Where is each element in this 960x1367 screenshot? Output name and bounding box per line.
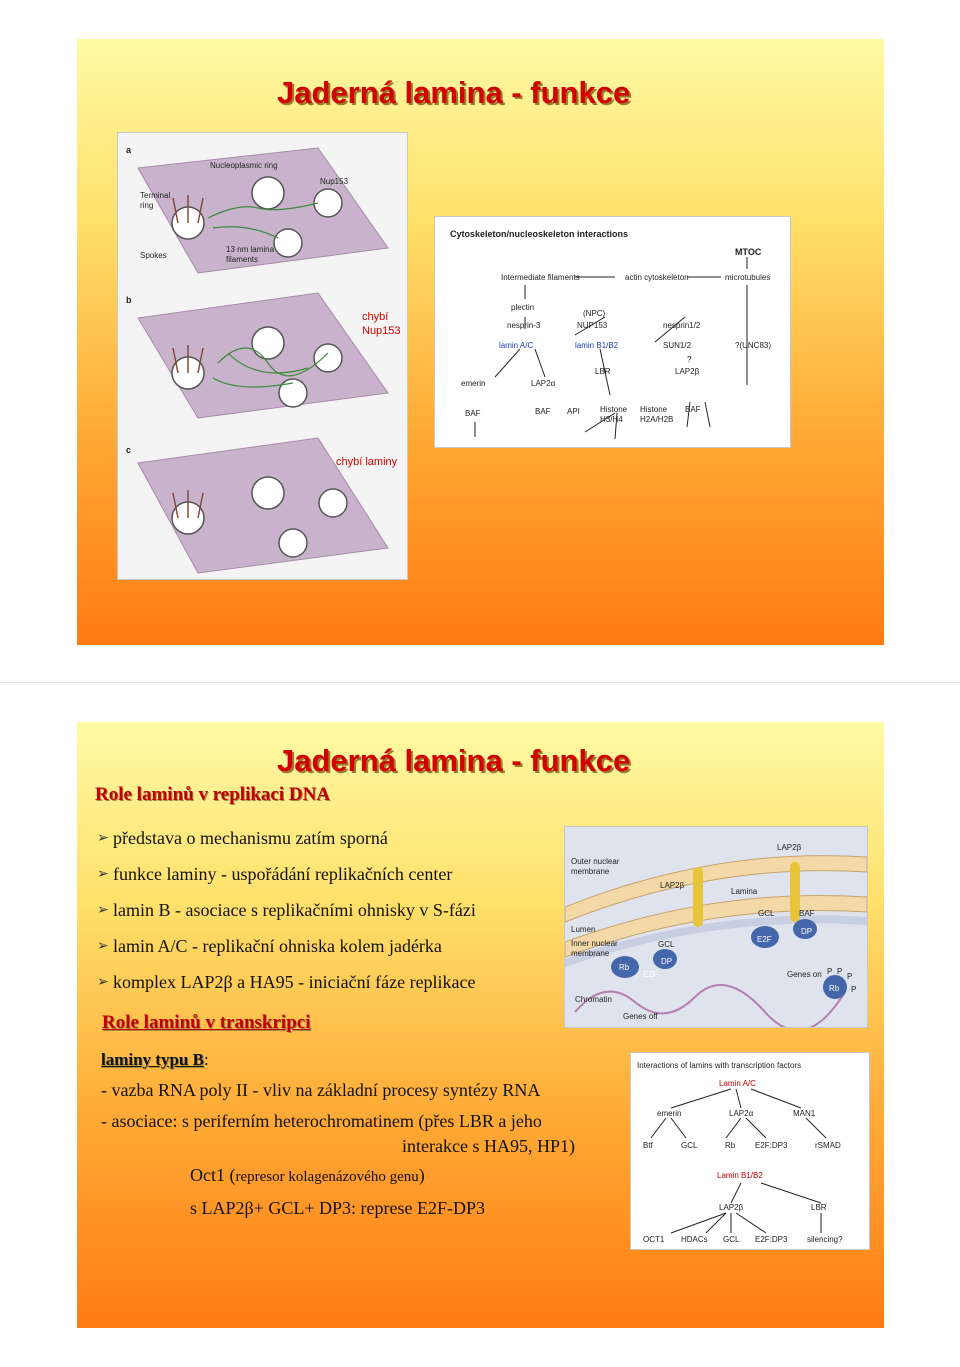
lamina-filaments-label: 13 nm lamina filaments <box>226 245 275 264</box>
transcription-line-2: - asociace: s periferním heterochromatinem (přes LBR a jeho <box>101 1111 542 1131</box>
microtubules-label: microtubules <box>725 273 771 282</box>
tf-figure-title: Interactions of lamins with transcription factors <box>637 1061 802 1070</box>
gcl-label-1: GCL <box>658 940 675 949</box>
replication-heading: Role laminů v replikaci DNA <box>95 784 331 805</box>
arrow-icon: ➢ <box>97 830 109 846</box>
tf-oct1-label: OCT1 <box>643 1235 665 1244</box>
tf-btf-label: Btf <box>643 1141 653 1150</box>
bullet-text: funkce laminy - uspořádání replikačních center <box>113 863 453 884</box>
histone-h3-label: Histone H3/H4 <box>600 405 628 424</box>
gcl-label-2: GCL <box>758 909 775 918</box>
baf-label-1: BAF <box>465 409 481 418</box>
slide-2 <box>77 722 884 1328</box>
interactions-title: Cytoskeleton/nucleoskeleton interactions <box>450 229 629 239</box>
tf-emerin-label: emerin <box>657 1109 682 1118</box>
slide-1 <box>77 39 884 645</box>
actin-cytoskeleton-label: actin cytoskeleton <box>625 273 689 282</box>
panel-c-label: c <box>126 445 132 455</box>
oct1-suffix: ) <box>418 1165 425 1185</box>
histone-h2-label: Histone H2A/H2B <box>640 405 674 424</box>
tf-lbr-label: LBR <box>811 1203 827 1212</box>
panel-a-label: a <box>126 145 132 155</box>
emerin-label: emerin <box>461 379 486 388</box>
tf-rb-label: Rb <box>725 1141 736 1150</box>
nup153-label-right: NUP153 <box>577 321 608 330</box>
bullet-text: komplex LAP2β a HA95 - iniciační fáze replikace <box>113 971 476 992</box>
rb-label-2: Rb <box>829 984 840 993</box>
arrow-icon: ➢ <box>97 902 109 918</box>
oct1-detail: represor kolagenázového genu <box>235 1169 419 1185</box>
baf-label-3: BAF <box>685 405 701 414</box>
dp-label-1: DP <box>661 957 673 966</box>
missing-lamins-label: chybí laminy <box>336 456 398 468</box>
p-label-4: P <box>851 985 857 994</box>
nup153-label: Nup153 <box>320 177 349 186</box>
arrow-icon: ➢ <box>97 974 109 990</box>
genes-off-label: Genes off <box>623 1012 658 1021</box>
nesprin3-label: nesprin-3 <box>507 321 541 330</box>
lamin-b12-label: lamin B1/B2 <box>575 341 619 350</box>
lamin-b-subheading <box>101 1050 209 1070</box>
missing-nup153-line2: Nup153 <box>362 325 401 337</box>
tf-hdacs-label: HDACs <box>681 1235 708 1244</box>
lamina-structure-figure <box>117 132 408 580</box>
tf-rsmad-label: rSMAD <box>815 1141 841 1150</box>
bullet-text: představa o mechanismu zatím sporná <box>113 827 388 848</box>
inner-membrane-label: Inner nuclear membrane <box>571 939 618 958</box>
lap2a-label: LAP2α <box>531 379 556 388</box>
p-label-2: P <box>837 967 843 976</box>
tf-e2fdp3-label-2: E2F:DP3 <box>755 1235 788 1244</box>
nuclear-membrane-figure <box>564 826 868 1028</box>
slide-2-title: Jaderná lamina - funkce <box>277 743 631 778</box>
lap2b-label: LAP2β <box>675 367 700 376</box>
spokes-label: Spokes <box>140 251 167 260</box>
bullet-item <box>97 892 476 928</box>
oct1-line <box>190 1165 425 1186</box>
tf-lamin-ac-label: Lamin A/C <box>719 1079 756 1088</box>
lap2b-top-label: LAP2β <box>777 843 802 852</box>
lamin-ac-label: lamin A/C <box>499 341 534 350</box>
lap2b-mid-label: LAP2β <box>660 881 685 890</box>
p-label-3: P <box>847 972 853 981</box>
tf-gcl-label-1: GCL <box>681 1141 698 1150</box>
api-label: API <box>567 407 580 416</box>
lumen-label: Lumen <box>571 925 596 934</box>
intermediate-filaments-label: Intermediate filaments <box>501 273 580 282</box>
transcription-line-3: interakce s HA95, HP1) <box>402 1136 575 1156</box>
baf-label: BAF <box>799 909 815 918</box>
lbr-label: LBR <box>595 367 611 376</box>
baf-label-2: BAF <box>535 407 551 416</box>
unc83-label: ?(UNC83) <box>735 341 772 350</box>
tf-gcl-label-2: GCL <box>723 1235 740 1244</box>
mtoc-label: MTOC <box>735 247 762 257</box>
bullet-text: lamin A/C - replikační ohniska kolem jadérka <box>113 935 442 956</box>
bullet-item <box>97 964 476 1000</box>
plectin-label: plectin <box>511 303 535 312</box>
cytoskeleton-interactions-figure <box>434 216 791 448</box>
lamina-label: Lamina <box>731 887 758 896</box>
lap-repression-line: s LAP2β+ GCL+ DP3: represe E2F-DP3 <box>190 1198 485 1218</box>
bullet-item <box>97 928 476 964</box>
p-label-1: P <box>827 967 833 976</box>
chromatin-label: Chromatin <box>575 995 612 1004</box>
terminal-ring-label: Terminal ring <box>140 191 171 210</box>
slide-separator <box>0 682 960 683</box>
tf-lap2a-label: LAP2α <box>729 1109 754 1118</box>
bullet-item <box>97 820 476 856</box>
bullet-item <box>97 856 476 892</box>
arrow-icon: ➢ <box>97 938 109 954</box>
slide-1-title: Jaderná lamina - funkce <box>277 75 631 110</box>
oct1-prefix: Oct1 ( <box>190 1165 236 1185</box>
lamin-b-subheading-text: laminy typu B <box>101 1050 204 1069</box>
transcription-factors-figure <box>630 1052 870 1250</box>
sun12-label: SUN1/2 <box>663 341 692 350</box>
nesprin12-label: nesprin1/2 <box>663 321 701 330</box>
tf-e2fdp3-label-1: E2F:DP3 <box>755 1141 788 1150</box>
rb-label-1: Rb <box>619 963 630 972</box>
replication-bullets <box>97 820 476 1000</box>
tf-silencing-label: silencing? <box>807 1235 843 1244</box>
outer-membrane-label: Outer nuclear membrane <box>571 857 620 876</box>
e2f-label-1: E2F <box>643 970 658 979</box>
tf-lap2b-label: LAP2β <box>719 1203 744 1212</box>
bullet-text: lamin B - asociace s replikačními ohnisky v S-fázi <box>113 899 476 920</box>
dp-label-2: DP <box>801 927 813 936</box>
transcription-heading: Role laminů v transkripci <box>102 1012 311 1033</box>
tf-man1-label: MAN1 <box>793 1109 816 1118</box>
npc-label: (NPC) <box>583 309 606 318</box>
panel-b-label: b <box>126 295 132 305</box>
lamin-b-colon: : <box>203 1050 209 1069</box>
genes-on-label: Genes on <box>787 970 822 979</box>
question-label: ? <box>687 355 692 364</box>
tf-lamin-b12-label: Lamin B1/B2 <box>717 1171 763 1180</box>
arrow-icon: ➢ <box>97 866 109 882</box>
missing-nup153-line1: chybí <box>362 311 389 323</box>
transcription-line-1: - vazba RNA poly II - vliv na základní procesy syntézy RNA <box>101 1080 541 1100</box>
nucleoplasmic-ring-label: Nucleoplasmic ring <box>210 161 278 170</box>
e2f-label-2: E2F <box>757 935 772 944</box>
